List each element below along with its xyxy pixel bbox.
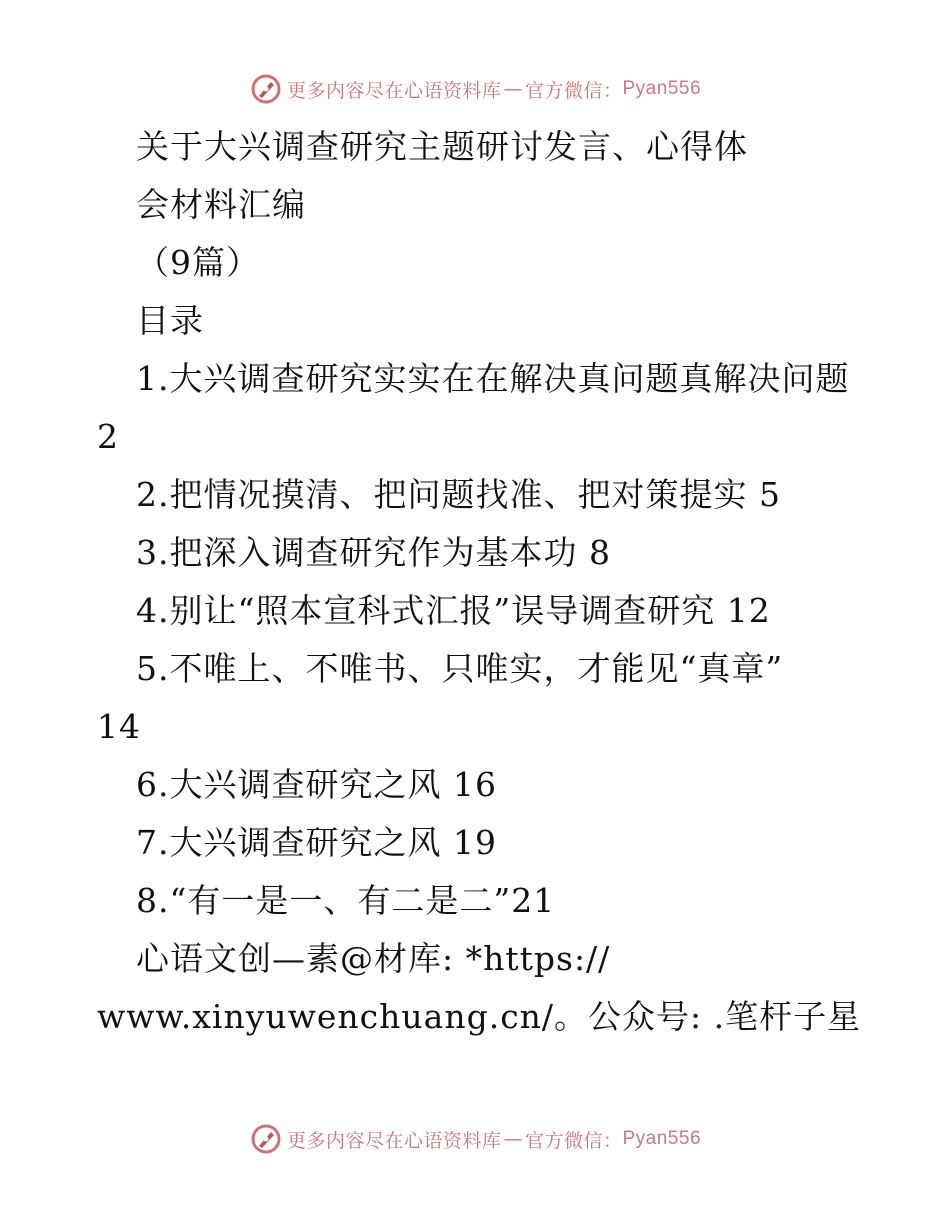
- footer-source-line-1: 心语文创—素@材库: *https://: [136, 939, 611, 978]
- toc-item: 2.把情况摸清、把问题找准、把对策提实 5: [136, 475, 781, 514]
- watermark-separator: —: [503, 1128, 523, 1150]
- toc-item: 1.大兴调查研究实实在在解决真问题真解决问题: [136, 359, 850, 398]
- watermark-header: [0, 72, 950, 106]
- toc-item: 6.大兴调查研究之风 16: [136, 765, 497, 804]
- toc-item-page: 14: [97, 707, 141, 746]
- watermark-handle: Pyan556: [622, 1128, 702, 1149]
- toc-item: 7.大兴调查研究之风 19: [136, 823, 497, 862]
- toc-item: 5.不唯上、不唯书、只唯实，才能见“真章”: [136, 649, 784, 688]
- toc-item-page: 2: [97, 417, 119, 456]
- watermark-text: 更多内容尽在心语资料库: [286, 1129, 502, 1152]
- document-body: [0, 118, 950, 1046]
- pen-nib-logo-icon: [249, 72, 283, 106]
- document-title-line-2: 会材料汇编: [136, 185, 306, 224]
- watermark-footer: [0, 1122, 950, 1156]
- watermark-wechat-label: 官方微信：: [524, 79, 623, 102]
- document-count: （9篇）: [136, 243, 260, 282]
- watermark-handle: Pyan556: [622, 78, 702, 99]
- watermark-text: 更多内容尽在心语资料库: [286, 79, 502, 102]
- document-title-line-1: 关于大兴调查研究主题研讨发言、心得体: [136, 127, 748, 166]
- toc-heading: 目录: [136, 301, 204, 340]
- watermark-separator: —: [503, 78, 523, 100]
- footer-source-line-2: www.xinyuwenchuang.cn/。公众号: .笔杆子星: [97, 997, 862, 1036]
- toc-item: 4.别让“照本宣科式汇报”误导调查研究 12: [136, 591, 771, 630]
- toc-item: 3.把深入调查研究作为基本功 8: [136, 533, 611, 572]
- watermark-wechat-label: 官方微信：: [524, 1129, 623, 1152]
- toc-item: 8.“有一是一、有二是二”21: [136, 881, 556, 920]
- pen-nib-logo-icon: [249, 1122, 283, 1156]
